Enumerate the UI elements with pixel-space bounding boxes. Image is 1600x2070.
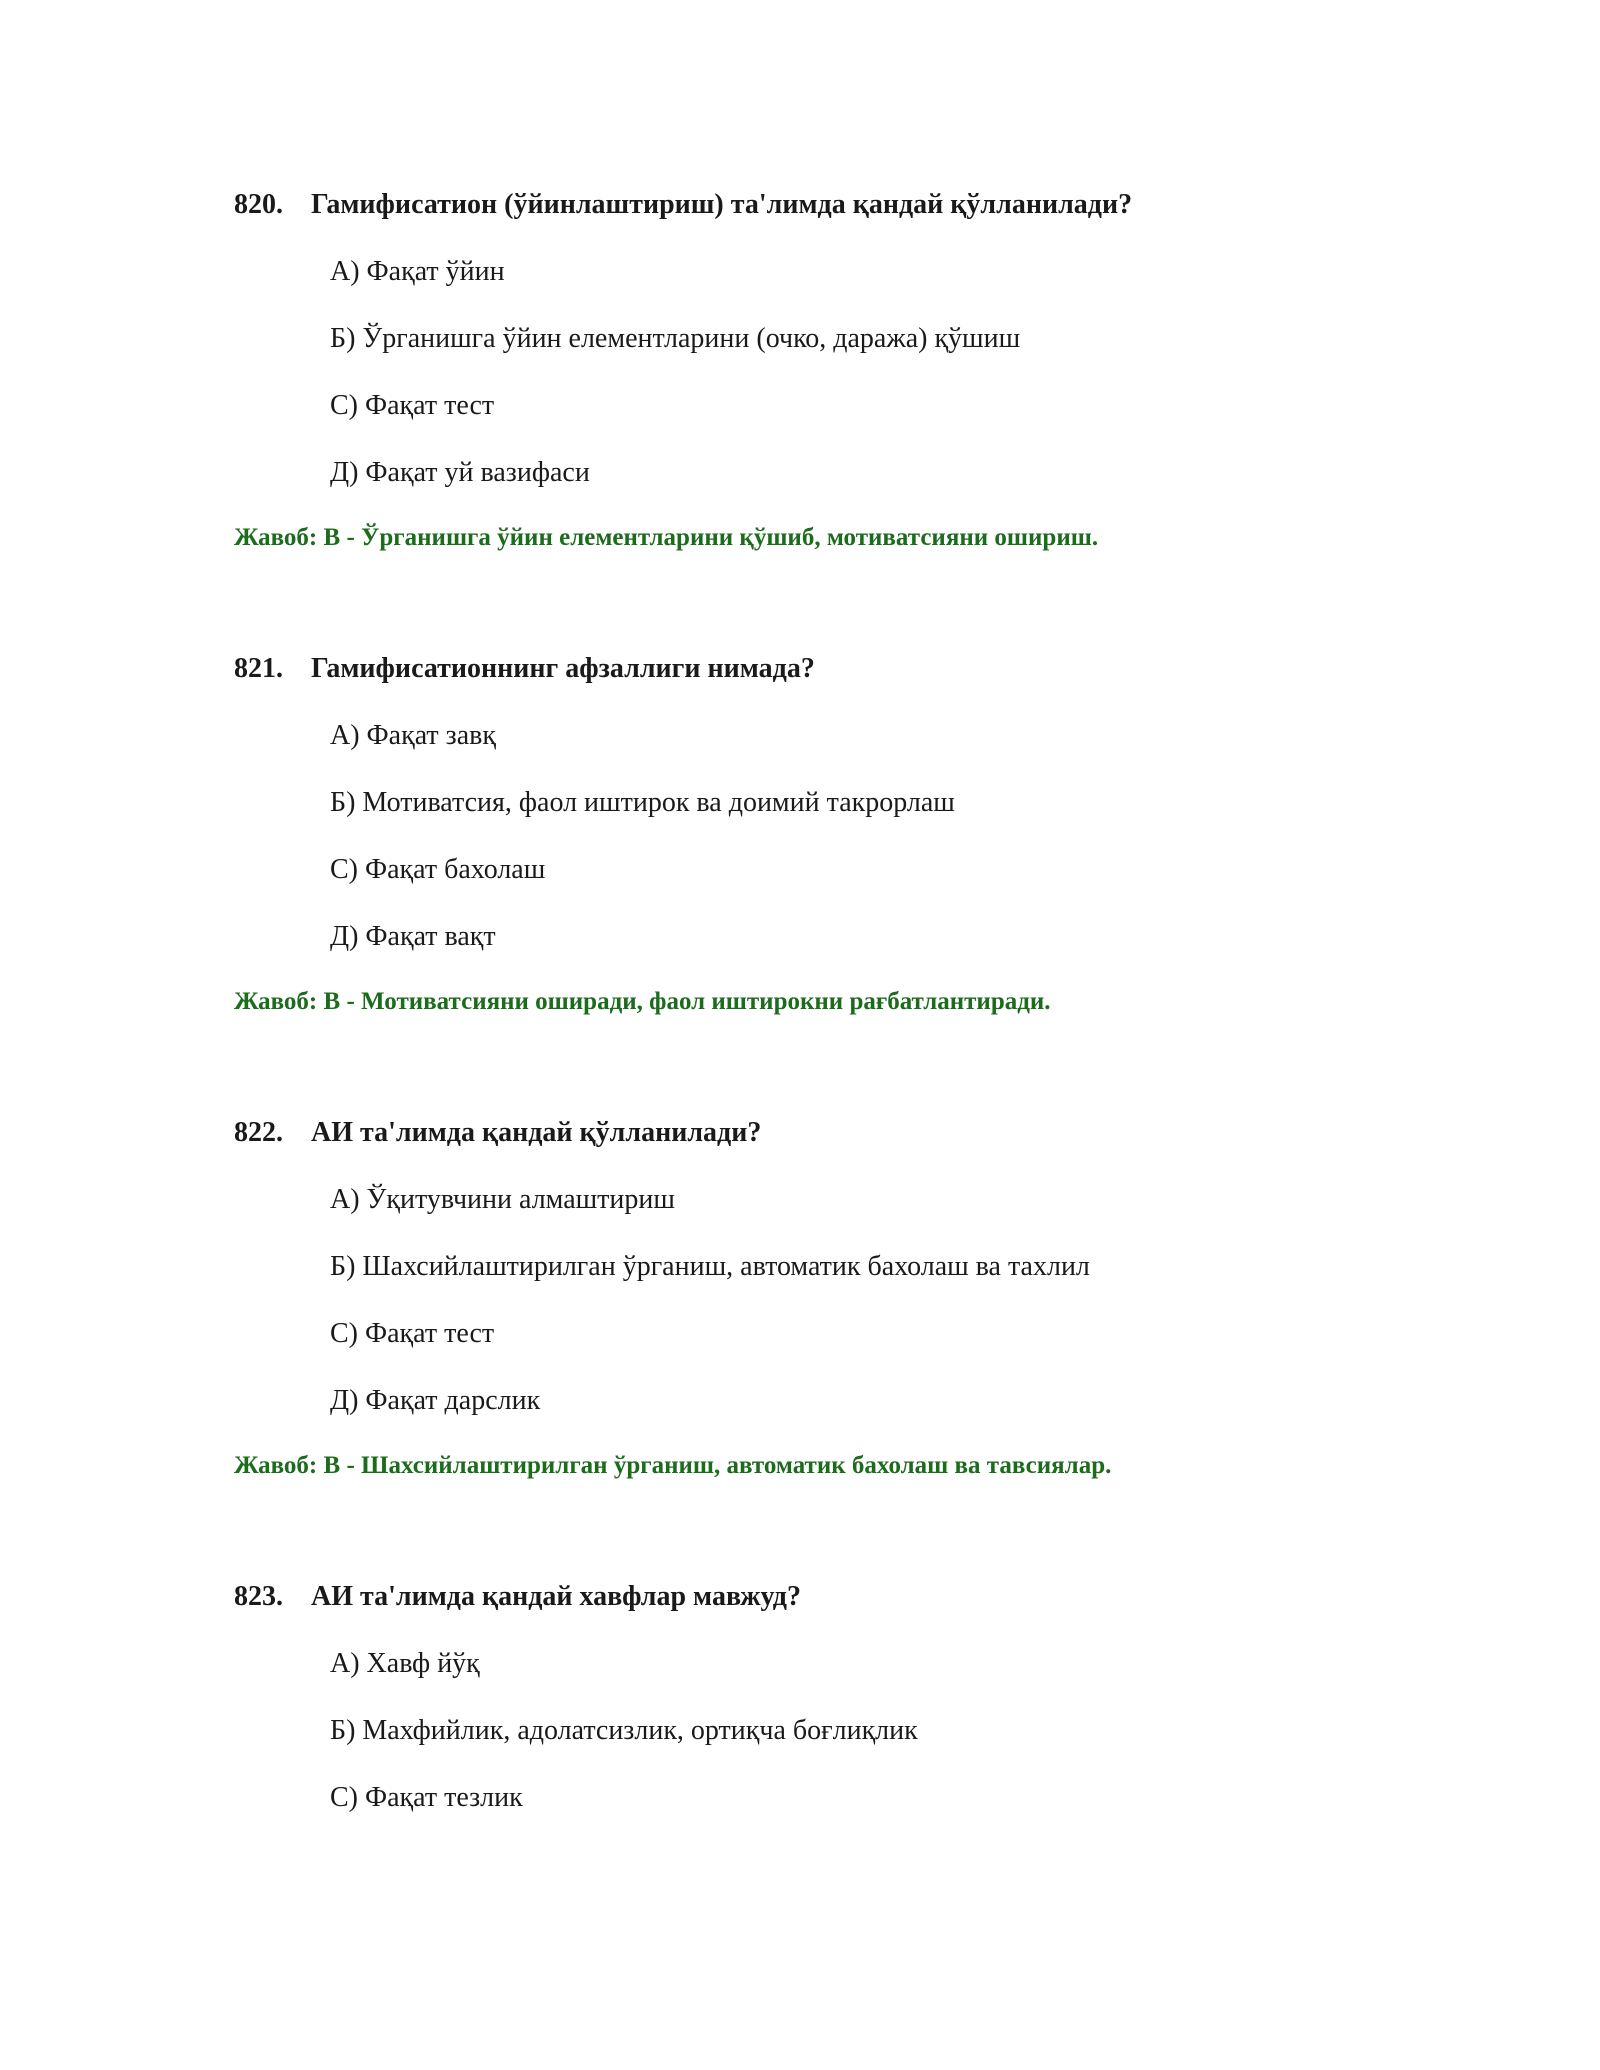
option-a: А) Фақат ўйин — [330, 256, 505, 287]
answer-text: Шахсийлаштирилган ўрганиш, автоматик бахолаш ва тавсиялар. — [361, 1452, 1112, 1479]
option-d: Д) Фақат дарслик — [330, 1385, 541, 1416]
option-a: А) Хавф йўқ — [330, 1648, 480, 1679]
answer-letter: B — [323, 1452, 341, 1479]
question-text: АИ та'лимда қандай қўлланилади? — [311, 1117, 762, 1148]
question-text: Гамифисатионнинг афзаллиги нимада? — [311, 653, 815, 684]
answer-dash: - — [346, 1452, 355, 1479]
option-c: С) Фақат тест — [330, 1318, 495, 1349]
answer-text: Мотиватсияни оширади, фаол иштирокни рағбатлантиради. — [361, 988, 1051, 1015]
answer-line — [234, 523, 1414, 553]
option-c: С) Фақат тест — [330, 390, 495, 421]
answer-label: Жавоб: — [234, 988, 318, 1015]
question-text: Гамифисатион (ўйинлаштириш) та'лимда қандай қўлланилади? — [311, 189, 1133, 220]
question-number: 820. — [234, 189, 283, 220]
answer-line — [234, 1451, 1414, 1481]
answer-label: Жавоб: — [234, 1452, 318, 1479]
option-c: С) Фақат бахолаш — [330, 854, 546, 885]
question-title — [234, 188, 1414, 222]
answer-letter: B — [323, 524, 341, 551]
question-title — [234, 652, 1414, 686]
option-b: Б) Мотиватсия, фаол иштирок ва доимий такрорлаш — [330, 787, 955, 818]
option-d: Д) Фақат уй вазифаси — [330, 457, 590, 488]
question-number: 822. — [234, 1117, 283, 1148]
answer-letter: B — [323, 988, 341, 1015]
answer-line — [234, 987, 1414, 1017]
answer-label: Жавоб: — [234, 524, 318, 551]
question-822 — [234, 1116, 1414, 1481]
option-b: Б) Шахсийлаштирилган ўрганиш, автоматик бахолаш ва тахлил — [330, 1251, 1090, 1282]
option-d: Д) Фақат вақт — [330, 921, 496, 952]
option-b: Б) Ўрганишга ўйин елементларини (очко, даража) қўшиш — [330, 323, 1021, 354]
question-821 — [234, 652, 1414, 1017]
answer-dash: - — [346, 524, 355, 551]
question-number: 823. — [234, 1581, 283, 1612]
option-b: Б) Махфийлик, адолатсизлик, ортиқча боғлиқлик — [330, 1715, 918, 1746]
question-title — [234, 1580, 1414, 1614]
option-a: А) Ўқитувчини алмаштириш — [330, 1184, 675, 1215]
question-823 — [234, 1580, 1414, 1815]
question-title — [234, 1116, 1414, 1150]
question-text: АИ та'лимда қандай хавфлар мавжуд? — [311, 1581, 801, 1612]
option-c: С) Фақат тезлик — [330, 1782, 523, 1813]
answer-dash: - — [346, 988, 355, 1015]
question-820 — [234, 188, 1414, 553]
answer-text: Ўрганишга ўйин елементларини қўшиб, мотиватсияни ошириш. — [361, 524, 1099, 551]
question-number: 821. — [234, 653, 283, 684]
option-a: А) Фақат завқ — [330, 720, 496, 751]
